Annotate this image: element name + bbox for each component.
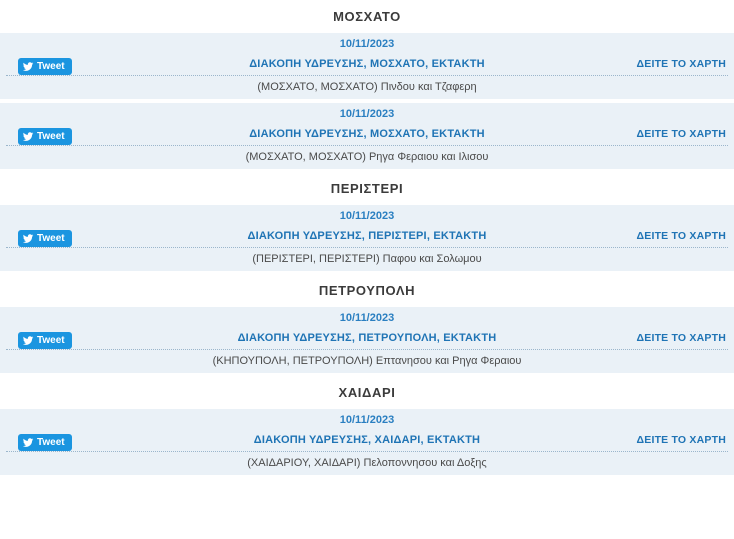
view-map-link[interactable]: ΔΕΙΤΕ ΤΟ ΧΑΡΤΗ: [636, 58, 726, 70]
outage-card: [0, 102, 734, 170]
outage-card: [0, 204, 734, 272]
outage-detail: (ΠΕΡΙΣΤΕΡΙ, ΠΕΡΙΣΤΕΡΙ) Παφου και Σολωμου: [252, 253, 482, 265]
section-title-moschato: ΜΟΣΧΑΤΟ: [0, 0, 734, 32]
tweet-button-label: Tweet: [37, 60, 65, 72]
twitter-bird-icon: [22, 61, 34, 72]
tweet-button-label: Tweet: [37, 232, 65, 244]
section-title-peristeri: ΠΕΡΙΣΤΕΡΙ: [0, 172, 734, 204]
tweet-button[interactable]: [18, 434, 72, 451]
outage-date: 10/11/2023: [339, 414, 395, 426]
outage-date: 10/11/2023: [339, 210, 395, 222]
tweet-button[interactable]: [18, 58, 72, 75]
outage-card-main: [0, 123, 734, 145]
outage-card: [0, 408, 734, 476]
outage-detail: (ΜΟΣΧΑΤΟ, ΜΟΣΧΑΤΟ) Πινδου και Τζαφερη: [257, 81, 477, 93]
outage-detail: (ΧΑΙΔΑΡΙΟΥ, ΧΑΙΔΑΡΙ) Πελοποννησου και Δοξης: [247, 457, 487, 469]
twitter-bird-icon: [22, 437, 34, 448]
tweet-button-label: Tweet: [37, 334, 65, 346]
view-map-link[interactable]: ΔΕΙΤΕ ΤΟ ΧΑΡΤΗ: [636, 434, 726, 446]
tweet-button[interactable]: [18, 128, 72, 145]
outage-detail: (ΚΗΠΟΥΠΟΛΗ, ΠΕΤΡΟΥΠΟΛΗ) Επτανησου και Ρηγα Φεραιου: [212, 355, 522, 367]
outage-date: 10/11/2023: [339, 38, 395, 50]
outage-headline: ΔΙΑΚΟΠΗ ΥΔΡΕΥΣΗΣ, ΜΟΣΧΑΤΟ, ΕΚΤΑΚΤΗ: [249, 128, 485, 140]
view-map-link[interactable]: ΔΕΙΤΕ ΤΟ ΧΑΡΤΗ: [636, 128, 726, 140]
twitter-bird-icon: [22, 335, 34, 346]
view-map-link[interactable]: ΔΕΙΤΕ ΤΟ ΧΑΡΤΗ: [636, 230, 726, 242]
view-map-link[interactable]: ΔΕΙΤΕ ΤΟ ΧΑΡΤΗ: [636, 332, 726, 344]
tweet-button[interactable]: [18, 230, 72, 247]
outage-detail: (ΜΟΣΧΑΤΟ, ΜΟΣΧΑΤΟ) Ρηγα Φεραιου και Ιλισου: [245, 151, 489, 163]
outage-headline: ΔΙΑΚΟΠΗ ΥΔΡΕΥΣΗΣ, ΧΑΙΔΑΡΙ, ΕΚΤΑΚΤΗ: [253, 434, 481, 446]
outage-card-main: [0, 225, 734, 247]
outage-card: [0, 306, 734, 374]
outage-card-main: [0, 327, 734, 349]
tweet-button-label: Tweet: [37, 130, 65, 142]
twitter-bird-icon: [22, 233, 34, 244]
tweet-button-label: Tweet: [37, 436, 65, 448]
twitter-bird-icon: [22, 131, 34, 142]
outage-date: 10/11/2023: [339, 312, 395, 324]
section-title-chaidari: ΧΑΙΔΑΡΙ: [0, 376, 734, 408]
outage-card-main: [0, 429, 734, 451]
outage-headline: ΔΙΑΚΟΠΗ ΥΔΡΕΥΣΗΣ, ΠΕΤΡΟΥΠΟΛΗ, ΕΚΤΑΚΤΗ: [237, 332, 497, 344]
section-title-petroupoli: ΠΕΤΡΟΥΠΟΛΗ: [0, 274, 734, 306]
outage-card-main: [0, 53, 734, 75]
tweet-button[interactable]: [18, 332, 72, 349]
outage-date: 10/11/2023: [339, 108, 395, 120]
outage-headline: ΔΙΑΚΟΠΗ ΥΔΡΕΥΣΗΣ, ΜΟΣΧΑΤΟ, ΕΚΤΑΚΤΗ: [249, 58, 485, 70]
outage-headline: ΔΙΑΚΟΠΗ ΥΔΡΕΥΣΗΣ, ΠΕΡΙΣΤΕΡΙ, ΕΚΤΑΚΤΗ: [247, 230, 487, 242]
outage-card: [0, 32, 734, 100]
